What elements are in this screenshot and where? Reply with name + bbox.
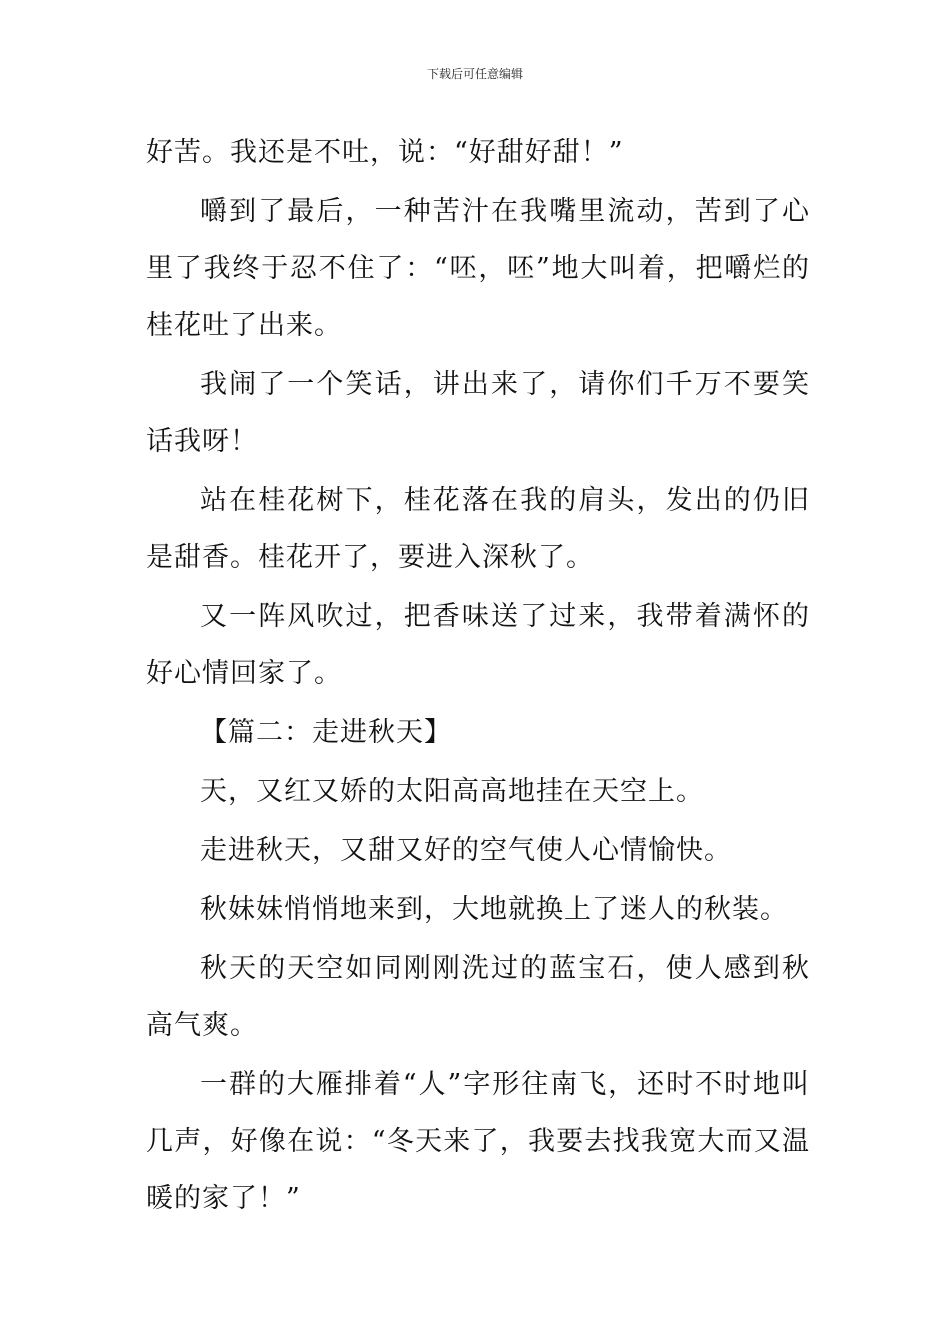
document-body [146,124,810,1229]
section-heading: 【篇二：走进秋天】 [200,717,452,748]
paragraph: 天，又红又娇的太阳高高地挂在天空上。 [200,776,704,807]
paragraph: 秋天的天空如同刚刚洗过的蓝宝石，使人感到秋高气爽。 [146,953,810,1041]
paragraph: 站在桂花树下，桂花落在我的肩头，发出的仍旧是甜香。桂花开了，要进入深秋了。 [146,485,810,573]
paragraph: 嚼到了最后，一种苦汁在我嘴里流动，苦到了心里了我终于忍不住了：“呸，呸”地大叫着，把嚼烂的桂花吐了出来。 [146,196,810,341]
paragraph: 我闹了一个笑话，讲出来了，请你们千万不要笑话我呀！ [146,369,810,457]
paragraph: 一群的大雁排着“人”字形往南飞，还时不时地叫几声，好像在说：“冬天来了，我要去找我宽大而又温暖的家了！” [146,1069,810,1214]
paragraph: 秋妹妹悄悄地来到，大地就换上了迷人的秋装。 [200,894,788,925]
paragraph: 好苦。我还是不吐，说：“好甜好甜！” [146,137,624,168]
paragraph: 走进秋天，又甜又好的空气使人心情愉快。 [200,835,732,866]
page-header-note: 下载后可任意编辑 [426,67,523,81]
paragraph: 又一阵风吹过，把香味送了过来，我带着满怀的好心情回家了。 [146,601,810,689]
